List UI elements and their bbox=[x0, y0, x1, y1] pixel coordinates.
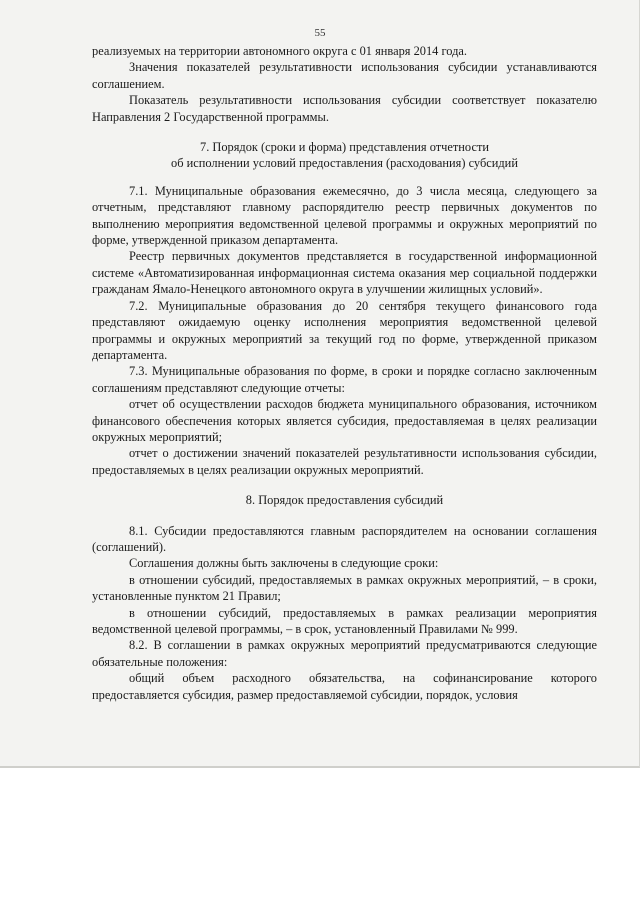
paragraph-continuation: реализуемых на территории автономного округа с 01 января 2014 года. bbox=[92, 44, 467, 58]
paragraph-7-1-registry: Реестр первичных документов представляется в государственной информационной системе «Автоматизированная информационная система оказания мер социальной поддержки гражданам Ямало-Ненецкого автономного округа в улучшении жилищных условий». bbox=[92, 249, 597, 297]
page-number: 55 bbox=[314, 27, 326, 39]
paragraph-7-3: 7.3. Муниципальные образования по форме, в сроки и порядке согласно заключенным соглашениям представляют следующие отчеты: bbox=[92, 364, 597, 395]
paragraph-7-2: 7.2. Муниципальные образования до 20 сентября текущего финансового года представляют ожидаемую оценку исполнения мероприятия ведомственной целевой программы и окружных мероприятий за текущий год по форме, утвержденной приказом департамента. bbox=[92, 298, 597, 362]
paragraph-7-1: 7.1. Муниципальные образования ежемесячно, до 3 числа месяца, следующего за отчетным, представляют главному распорядителю реестр первичных документов по выполнению мероприятия ведомственной целевой программы и окружных мероприятий по форме, утвержденной приказом департамента. bbox=[92, 183, 597, 248]
paragraph-indicator-direction: Показатель результативности использования субсидии соответствует показателю Направления 2 Государственной программы. bbox=[92, 93, 597, 124]
paragraph-indicator-values: Значения показателей результативности использования субсидии устанавливаются соглашением. bbox=[92, 60, 597, 91]
document-body bbox=[92, 43, 597, 703]
paragraph-8-1-district-measures: в отношении субсидий, предоставляемых в рамках окружных мероприятий, – в сроки, установленные пунктом 21 Правил; bbox=[92, 572, 597, 604]
paragraph-7-3-expense-report: отчет об осуществлении расходов бюджета муниципального образования, источником финансового обеспечения которых является субсидия, предоставляемая в целях реализации окружных мероприятий; bbox=[92, 397, 597, 444]
section-7-heading-line1: 7. Порядок (сроки и форма) представления отчетности bbox=[200, 140, 489, 155]
paragraph-8-1-terms: Соглашения должны быть заключены в следующие сроки: bbox=[129, 556, 439, 571]
paragraph-8-2-obligations: общий объем расходного обязательства, на софинансирование которого предоставляется субсидия, размер предоставляемой субсидии, порядок, условия bbox=[92, 671, 597, 702]
paragraph-7-3-indicator-report: отчет о достижении значений показателей результативности использования субсидии, предоставляемых в целях реализации окружных мероприятий. bbox=[92, 446, 597, 477]
paragraph-8-1-program-measures: в отношении субсидий, предоставляемых в рамках реализации мероприятия ведомственной целевой программы, – в срок, установленный Правилами № 999. bbox=[92, 605, 597, 636]
section-8-heading: 8. Порядок предоставления субсидий bbox=[245, 493, 444, 508]
paragraph-8-2: 8.2. В соглашении в рамках окружных мероприятий предусматриваются следующие обязательные положения: bbox=[92, 638, 597, 669]
paragraph-8-1: 8.1. Субсидии предоставляются главным распорядителем на основании соглашения (соглашений). bbox=[92, 523, 597, 554]
section-7-heading-line2: об исполнении условий предоставления (расходования) субсидий bbox=[171, 156, 518, 171]
